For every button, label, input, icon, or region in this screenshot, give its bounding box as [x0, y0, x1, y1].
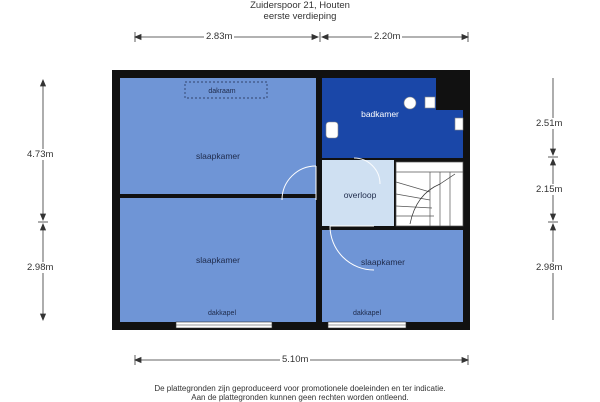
label-slaapkamer-lower-left: slaapkamer	[196, 255, 240, 265]
label-dakraam: dakraam	[208, 88, 236, 95]
room-slaapkamer-upper	[120, 78, 316, 194]
label-dakkapel-right: dakkapel	[352, 310, 382, 317]
stairs	[396, 162, 463, 226]
dim-right-lower: 2.98m	[536, 262, 563, 273]
label-slaapkamer-upper: slaapkamer	[196, 151, 240, 161]
dim-top-right: 2.20m	[374, 31, 401, 42]
plan-floor: eerste verdieping	[263, 11, 337, 22]
label-dakkapel-left: dakkapel	[207, 310, 237, 317]
disclaimer-line-1: De plattegronden zijn geproduceerd voor promotionele doeleinden en ter indicatie.	[154, 384, 446, 393]
label-badkamer: badkamer	[361, 109, 399, 119]
dim-right-middle: 2.15m	[536, 184, 563, 195]
room-slaapkamer-lower-right	[322, 230, 463, 322]
dim-bottom-total: 5.10m	[282, 354, 309, 365]
disclaimer-line-2: Aan de plattegronden kunnen geen rechten worden ontleend.	[191, 393, 409, 402]
dim-left-lower: 2.98m	[27, 262, 54, 273]
label-overloop: overloop	[343, 190, 377, 200]
label-slaapkamer-lower-right: slaapkamer	[361, 257, 405, 267]
dim-left-upper: 4.73m	[27, 149, 54, 160]
dim-right-top: 2.51m	[536, 118, 563, 129]
dim-top-left: 2.83m	[206, 31, 233, 42]
plan-address: Zuiderspoor 21, Houten	[250, 0, 350, 11]
